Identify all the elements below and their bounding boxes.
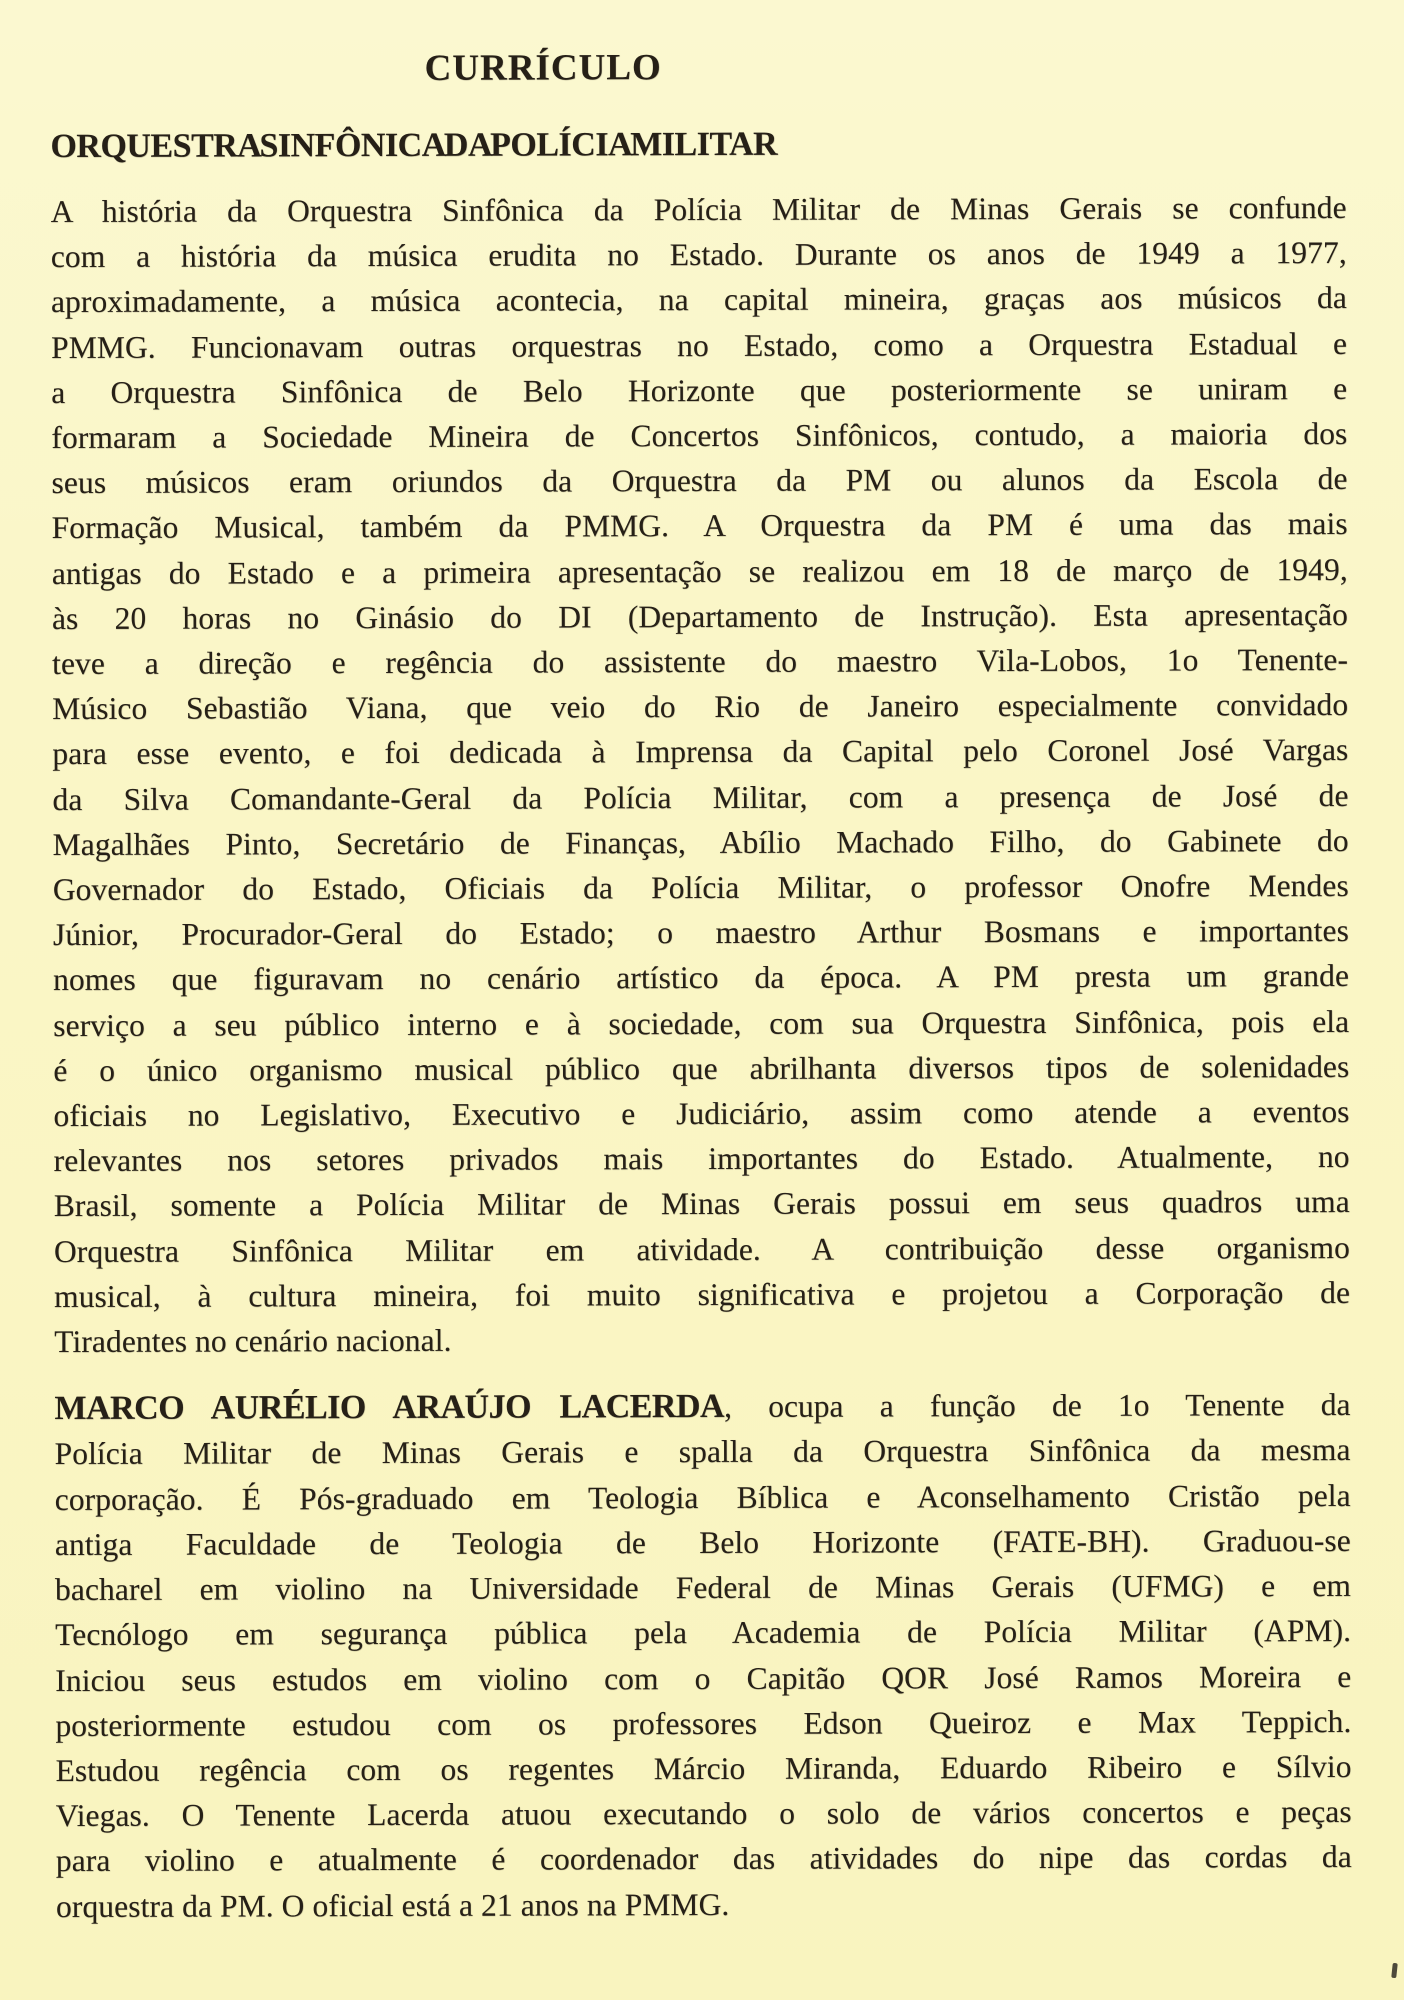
text-line: da Silva Comandante-Geral da Polícia Militar, com a presença de José de	[52, 777, 1349, 817]
document-title: CURRÍCULO	[424, 47, 662, 89]
text-line: PMMG. Funcionavam outras orquestras no Estado, como a Orquestra Estadual e	[51, 325, 1348, 365]
document-content	[50, 0, 1352, 1929]
scan-artifact-mark	[1391, 1963, 1398, 1978]
text-line: musical, à cultura mineira, foi muito significativa e projetou a Corporação de	[54, 1274, 1351, 1314]
text-line: Tiradentes no cenário nacional.	[54, 1322, 452, 1360]
text-line: Governador do Estado, Oficiais da Polícia Militar, o professor Onofre Mendes	[52, 868, 1349, 908]
person-name: MARCO AURÉLIO ARAÚJO LACERDA	[54, 1388, 725, 1428]
text-line: teve a direção e regência do assistente do maestro Vila-Lobos, 1o Tenente-	[52, 641, 1349, 682]
text-line: formaram a Sociedade Mineira de Concertos Sinfônicos, contudo, a maioria dos	[51, 415, 1348, 456]
text-line: posteriormente estudou com os professores Edson Queiroz e Max Teppich.	[55, 1703, 1352, 1743]
text-line: aproximadamente, a música acontecia, na capital mineira, graças aos músicos da	[50, 280, 1347, 320]
section-orchestra	[50, 120, 1350, 1364]
text-line: para violino e atualmente é coordenador das atividades do nipe das cordas da	[55, 1839, 1352, 1879]
text-line: relevantes nos setores privados mais importantes do Estado. Atualmente, no	[53, 1139, 1350, 1179]
paragraph-orchestra-history	[51, 185, 1351, 1364]
text-line: Viegas. O Tenente Lacerda atuou executando o solo de vários concertos e peças	[55, 1794, 1352, 1834]
text-line: é o único organismo musical público que abrilhanta diversos tipos de solenidades	[53, 1048, 1350, 1088]
text-line: orquestra da PM. O oficial está a 21 anos na PMMG.	[55, 1886, 730, 1924]
text-line: A história da Orquestra Sinfônica da Polícia Militar de Minas Gerais se confunde	[50, 189, 1347, 230]
text-line: bacharel em violino na Universidade Federal de Minas Gerais (UFMG) e em	[54, 1568, 1352, 1608]
text-line: antiga Faculdade de Teologia de Belo Horizonte (FATE-BH). Graduou-se	[54, 1522, 1351, 1562]
text-line: Orquestra Sinfônica Militar em atividade. A contribuição desse organismo	[53, 1229, 1350, 1269]
section-heading-orchestra: ORQUESTRA SINFÔNICA DA POLÍCIA MILITAR	[50, 125, 778, 166]
text-line: Tecnólogo em segurança pública pela Academia de Polícia Militar (APM).	[55, 1613, 1352, 1653]
text-line: Formação Musical, também da PMMG. A Orquestra da PM é uma das mais	[51, 506, 1348, 546]
text-line: Brasil, somente a Polícia Militar de Minas Gerais possui em seus quadros uma	[53, 1184, 1350, 1224]
text-line: Iniciou seus estudos em violino com o Capitão QOR José Ramos Moreira e	[55, 1658, 1352, 1698]
text-line: Músico Sebastião Viana, que veio do Rio de Janeiro especialmente convidado	[52, 687, 1349, 727]
paragraph-lacerda-bio	[54, 1427, 1352, 1928]
text-line: antigas do Estado e a primeira apresentação se realizou em 18 de março de 1949,	[51, 551, 1348, 591]
text-line: Estudou regência com os regentes Márcio Miranda, Eduardo Ribeiro e Sílvio	[55, 1748, 1352, 1788]
text-line: corporação. É Pós-graduado em Teologia Bíblica e Aconselhamento Cristão pela	[54, 1477, 1351, 1517]
text-line: serviço a seu público interno e à sociedade, com sua Orquestra Sinfônica, pois ela	[53, 1003, 1350, 1043]
text-line: seus músicos eram oriundos da Orquestra da PM ou alunos da Escola de	[51, 461, 1348, 501]
person-name-suffix: , ocupa a função de 1o Tenente da	[724, 1387, 1351, 1425]
text-line: a Orquestra Sinfônica de Belo Horizonte que posteriormente se uniram e	[51, 370, 1348, 410]
text-line: Magalhães Pinto, Secretário de Finanças, Abílio Machado Filho, do Gabinete do	[52, 822, 1349, 862]
text-line: com a história da música erudita no Estado. Durante os anos de 1949 a 1977,	[50, 235, 1347, 275]
text-line: Júnior, Procurador-Geral do Estado; o maestro Arthur Bosmans e importantes	[52, 913, 1349, 953]
paragraph-lacerda-first-line	[54, 1382, 1350, 1431]
text-line: nomes que figuravam no cenário artístico da época. A PM presta um grande	[53, 958, 1350, 998]
text-line: para esse evento, e foi dedicada à Imprensa da Capital pelo Coronel José Vargas	[52, 732, 1349, 772]
text-line: às 20 horas no Ginásio do DI (Departamento de Instrução). Esta apresentação	[51, 596, 1348, 636]
text-line: oficiais no Legislativo, Executivo e Judiciário, assim como atende a eventos	[53, 1094, 1350, 1134]
section-lacerda	[54, 1382, 1352, 1929]
text-line: Polícia Militar de Minas Gerais e spalla da Orquestra Sinfônica da mesma	[54, 1432, 1351, 1472]
